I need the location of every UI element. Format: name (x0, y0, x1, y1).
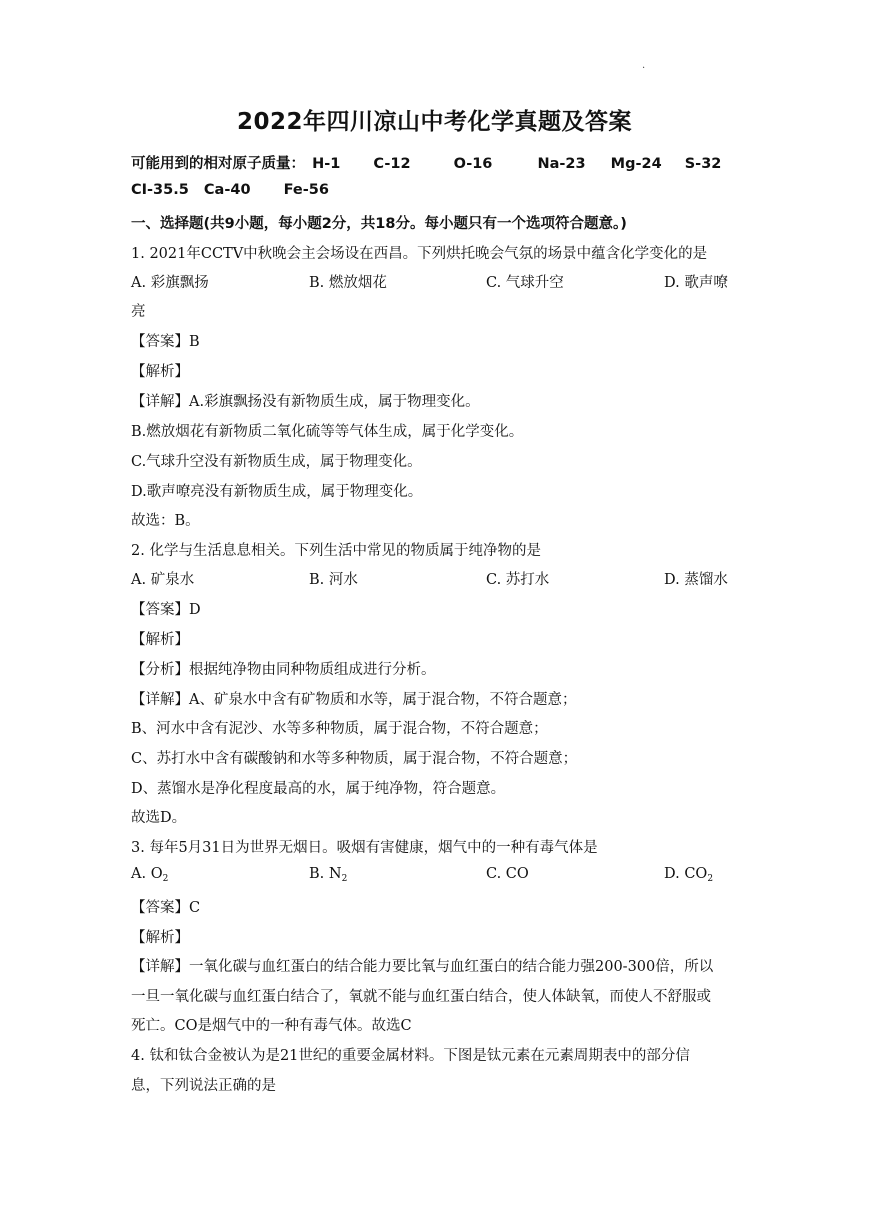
q1-option-b: B. 燃放烟花 (309, 275, 387, 291)
q2-detail-line: D、蒸馏水是净化程度最高的水，属于纯净物，符合题意。 (131, 781, 506, 797)
question-2-stem: 2. 化学与生活息息相关。下列生活中常见的物质属于纯净物的是 (131, 543, 541, 559)
q3-option-d: D. $CO_2$ (664, 866, 714, 884)
q2-option-d: D. 蒸馏水 (664, 572, 728, 588)
atomic-mass-line-1 (131, 152, 721, 173)
question-4-stem-line: 4. 钛和钛合金被认为是21世纪的重要金属材料。下图是钛元素在元素周期表中的部分信 (131, 1048, 690, 1064)
question-1-stem: 1. 2021年CCTV中秋晚会主会场设在西昌。下列烘托晚会气氛的场景中蕴含化学变化的是 (131, 246, 708, 262)
atomic-mass-item: Mg-24 (610, 156, 662, 172)
page-title: 2022年四川凉山中考化学真题及答案 (236, 109, 632, 135)
question-4-stem-line: 息，下列说法正确的是 (131, 1078, 276, 1094)
atomic-mass-item: H-1 (312, 156, 341, 172)
q3-answer: 【答案】C (131, 900, 201, 916)
q3-option-b: B. $N_2$ (309, 866, 348, 884)
atomic-mass-item: Ca-40 (203, 182, 251, 198)
q2-detail-line: C、苏打水中含有碳酸钠和水等多种物质，属于混合物，不符合题意； (131, 751, 578, 767)
q3-option-a: A. $O_2$ (131, 866, 169, 884)
q1-detail-line: 故选：B。 (131, 513, 200, 529)
q2-option-b: B. 河水 (309, 572, 358, 588)
q2-detail-line: 【详解】A、矿泉水中含有矿物质和水等，属于混合物，不符合题意； (131, 692, 577, 708)
q3-detail-line: 【详解】一氧化碳与血红蛋白的结合能力要比氧与血红蛋白的结合能力强200-300倍，所以 (131, 959, 714, 975)
atomic-mass-item: S-32 (684, 156, 722, 172)
q1-detail-line: B.燃放烟花有新物质二氧化硫等等气体生成，属于化学变化。 (131, 424, 524, 440)
q2-analysis-label: 【解析】 (131, 632, 189, 648)
q2-detail-line: 【分析】根据纯净物由同种物质组成进行分析。 (131, 662, 436, 678)
atomic-mass-label: 可能用到的相对原子质量： (131, 156, 305, 172)
q1-answer: 【答案】B (131, 334, 200, 350)
q1-detail-line: D.歌声嘹亮没有新物质生成，属于物理变化。 (131, 484, 423, 500)
atomic-mass-item: Na-23 (537, 156, 586, 172)
q2-answer: 【答案】D (131, 602, 201, 618)
q1-analysis-label: 【解析】 (131, 364, 189, 380)
question-3-stem: 3. 每年5月31日为世界无烟日。吸烟有害健康，烟气中的一种有毒气体是 (131, 840, 598, 856)
q2-option-a: A. 矿泉水 (131, 572, 195, 588)
q1-option-c: C. 气球升空 (486, 275, 564, 291)
atomic-mass-line-2 (131, 182, 329, 198)
q1-option-d: D. 歌声嘹 (664, 275, 728, 291)
q2-option-c: C. 苏打水 (486, 572, 550, 588)
q1-option-wrap: 亮 (131, 304, 146, 320)
atomic-mass-item: CI-35.5 (131, 182, 189, 198)
q1-detail-line: 【详解】A.彩旗飘扬没有新物质生成，属于物理变化。 (131, 394, 480, 410)
q3-analysis-label: 【解析】 (131, 930, 189, 946)
q3-detail-line: 死亡。CO是烟气中的一种有毒气体。故选C (131, 1018, 412, 1034)
q1-option-a: A. 彩旗飘扬 (131, 275, 209, 291)
header-dot: . (642, 60, 646, 71)
section-heading: 一、选择题(共9小题，每小题2分，共18分。每小题只有一个选项符合题意。) (131, 216, 627, 232)
q3-option-c: C. CO (486, 866, 529, 882)
atomic-mass-item: Fe-56 (283, 182, 329, 198)
atomic-mass-item: O-16 (453, 156, 493, 172)
q2-detail-line: B、河水中含有泥沙、水等多种物质，属于混合物，不符合题意； (131, 721, 548, 737)
q1-detail-line: C.气球升空没有新物质生成，属于物理变化。 (131, 454, 422, 470)
q2-detail-line: 故选D。 (131, 810, 187, 826)
atomic-mass-item: C-12 (373, 156, 411, 172)
q3-detail-line: 一旦一氧化碳与血红蛋白结合了，氧就不能与血红蛋白结合，使人体缺氧，而使人不舒服或 (131, 989, 711, 1005)
